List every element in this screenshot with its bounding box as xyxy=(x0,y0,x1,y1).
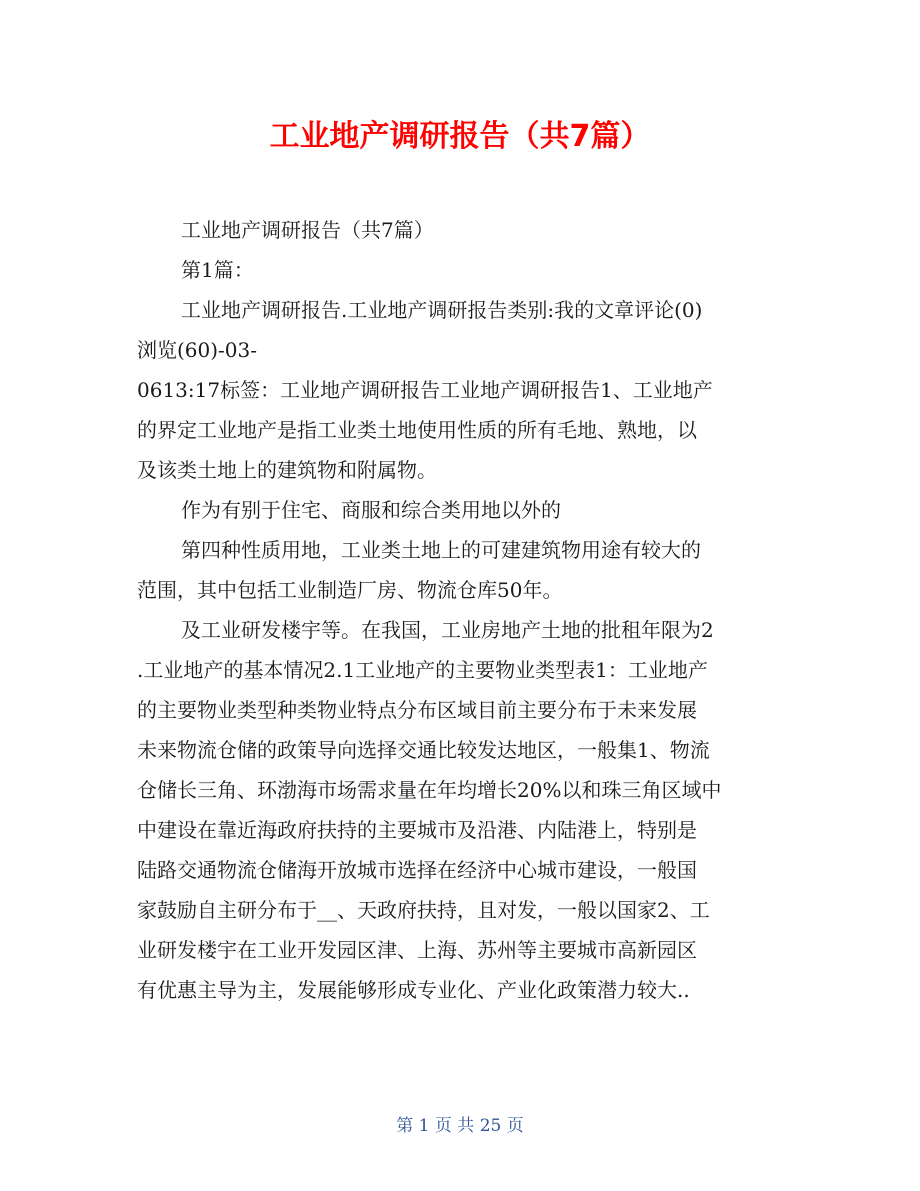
paragraph-fourth-type: 第四种性质用地，工业类土地上的可建建筑物用途有较大的 范围，其中包括工业制造厂房、物流仓库50年。 xyxy=(137,538,701,602)
paragraph-definition: 0613:17标签：工业地产调研报告工业地产调研报告1、工业地产 的界定工业地产是指工业类土地使用性质的所有毛地、熟地，以 及该类土地上的建筑物和附属物。 xyxy=(137,378,713,482)
document-title: 工业地产调研报告（共7篇） xyxy=(269,119,651,154)
page-number-footer: 第 1 页 共 25 页 xyxy=(396,1116,524,1136)
paragraph-article-meta: 工业地产调研报告.工业地产调研报告类别:我的文章评论(0) 浏览(60)-03- xyxy=(137,298,703,362)
document-body xyxy=(137,210,787,1010)
paragraph-heading: 工业地产调研报告（共7篇） xyxy=(181,218,434,242)
paragraph-property-types: 及工业研发楼宇等。在我国，工业房地产土地的批租年限为2 .工业地产的基本情况2.1工业地产的主要物业类型表1：工业地产 的主要物业类型种类物业特点分布区域目前主要分布于未来发展 未来物流仓储的政策导向选择交通比较发达地区，一般集1、物流 仓储长三角、环渤海市场需求量在年均增长20%以和珠三角区域中 中建设在靠近海政府扶持的主要城市及沿港、内陆港上，特别是 陆路交通物流仓储海开放城市选择在经济中心城市建设，一般国 家鼓励自主研分布于__、天政府扶持，且对发，一般以国家2、工 业研发楼宇在工业开发园区津、上海、苏州等主要城市高新园区 有优惠主导为主，发展能够形成专业化、产业化政策潜力较大.. xyxy=(137,618,722,1002)
paragraph-section-label: 第1篇： xyxy=(181,258,254,282)
paragraph-distinction: 作为有别于住宅、商服和综合类用地以外的 xyxy=(181,498,561,522)
